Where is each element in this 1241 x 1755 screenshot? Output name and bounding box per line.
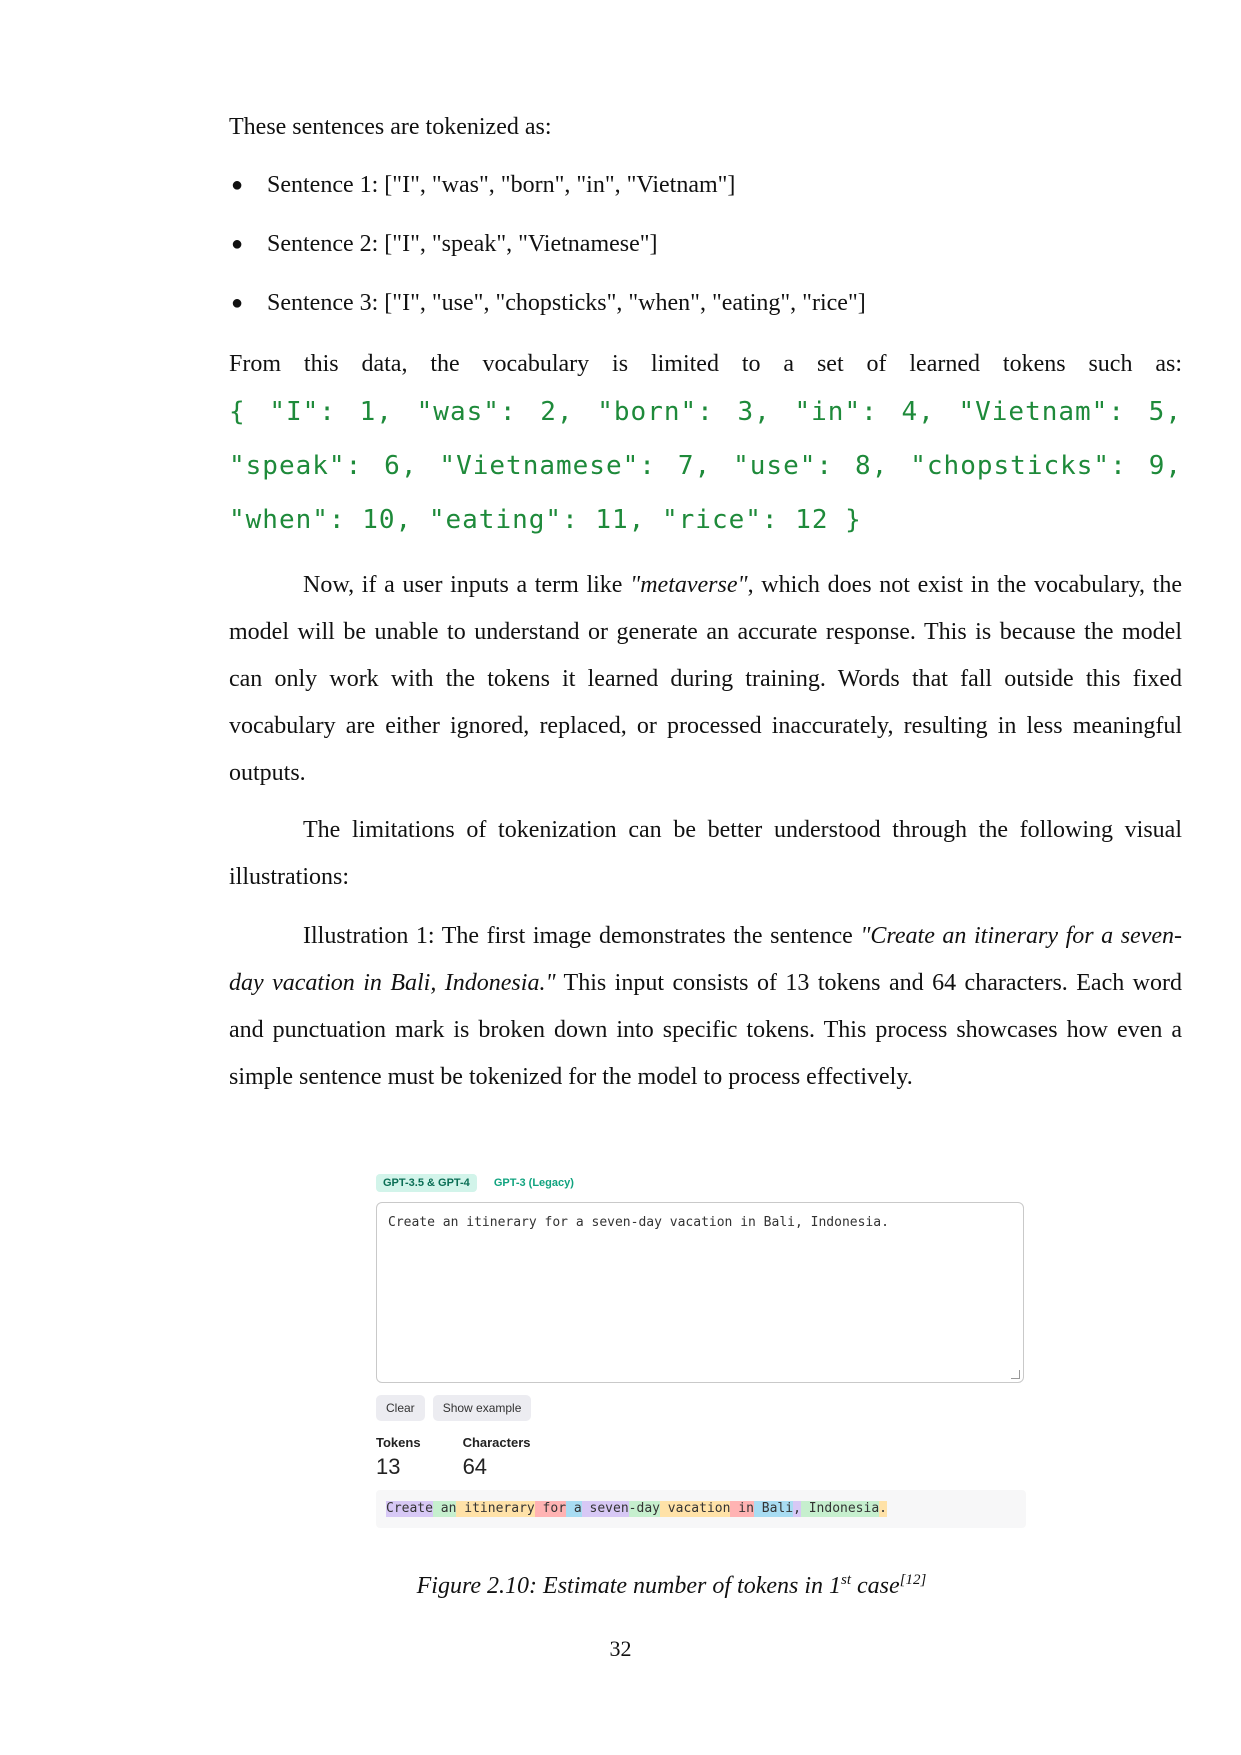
token-chip: Create (386, 1501, 433, 1516)
tokens-stat (376, 1435, 421, 1480)
vocab-intro: From this data, the vocabulary is limited to a set of learned tokens such as: (229, 351, 1182, 377)
model-tabs (376, 1172, 1026, 1194)
intro-text: These sentences are tokenized as: (229, 114, 552, 140)
tokens-value: 13 (376, 1454, 401, 1479)
token-chip: an (432, 1501, 457, 1516)
tokenizer-input[interactable]: Create an itinerary for a seven-day vacation in Bali, Indonesia. (376, 1202, 1024, 1383)
show-example-button[interactable]: Show example (433, 1395, 532, 1421)
code-line: "speak": 6, "Vietnamese": 7, "use": 8, "chopsticks": 9, (229, 451, 1182, 481)
list-item: ● Sentence 1: ["I", "was", "born", "in", "Vietnam"] (231, 172, 736, 198)
bullet-icon: ● (231, 174, 244, 196)
clear-button[interactable]: Clear (376, 1395, 425, 1421)
resize-handle-icon[interactable] (1011, 1370, 1020, 1379)
token-chip: Indonesia (800, 1501, 880, 1516)
tokenizer-screenshot (376, 1172, 1026, 1528)
token-chip: a (566, 1501, 582, 1516)
token-chip: -day (628, 1501, 660, 1516)
paragraph-metaverse: Now, if a user inputs a term like "metaverse", which does not exist in the vocabulary, the model will be unable to understand or generate an accurate response. This is because the model can only work with the tokens it learned during training. Words that fall outside this fixed vocabulary are either ignored, replaced, or processed inaccurately, resulting in less meaningful outputs. (229, 572, 1182, 786)
list-item: ● Sentence 2: ["I", "speak", "Vietnamese"] (231, 231, 658, 257)
token-chip: for (534, 1501, 567, 1516)
page-number: 32 (609, 1636, 632, 1661)
token-visualization (376, 1490, 1026, 1528)
vocabulary-code-block (229, 385, 1182, 547)
code-line: "when": 10, "eating": 11, "rice": 12 } (229, 505, 862, 535)
paragraph-illustration-1: Illustration 1: The first image demonstrates the sentence "Create an itinerary for a seven-day vacation in Bali, Indonesia." This input consists of 13 tokens and 64 characters. Each word and punctuation mark is broken down into specific tokens. This process showcases how even a simple sentence must be tokenized for the model to process effectively. (229, 923, 1183, 1090)
token-chip: vacation (659, 1501, 731, 1516)
paragraph-limitations: The limitations of tokenization can be better understood through the following visual illustrations: (229, 817, 1182, 890)
tokenized-sentence-list (229, 170, 1182, 347)
figure-caption: Figure 2.10: Estimate number of tokens in 1st case[12] (416, 1572, 927, 1599)
bullet-icon: ● (231, 233, 244, 255)
token-chip: itinerary (456, 1501, 535, 1516)
token-chip: . (879, 1501, 887, 1516)
token-chip: , (793, 1501, 801, 1516)
tokens-label: Tokens (376, 1435, 421, 1450)
token-chip: in (730, 1501, 754, 1516)
characters-stat (463, 1435, 531, 1480)
token-chip: seven (581, 1501, 629, 1516)
code-line: { "I": 1, "was": 2, "born": 3, "in": 4, "Vietnam": 5, (229, 397, 1182, 427)
characters-value: 64 (462, 1454, 488, 1479)
token-chip: Bali (753, 1501, 794, 1516)
bullet-icon: ● (231, 292, 244, 314)
tab-gpt3-legacy[interactable]: GPT-3 (Legacy) (493, 1177, 574, 1189)
tab-gpt35-gpt4[interactable]: GPT-3.5 & GPT-4 (376, 1174, 477, 1192)
characters-label: Characters (462, 1435, 531, 1450)
list-item: ● Sentence 3: ["I", "use", "chopsticks", "when", "eating", "rice"] (231, 290, 866, 316)
